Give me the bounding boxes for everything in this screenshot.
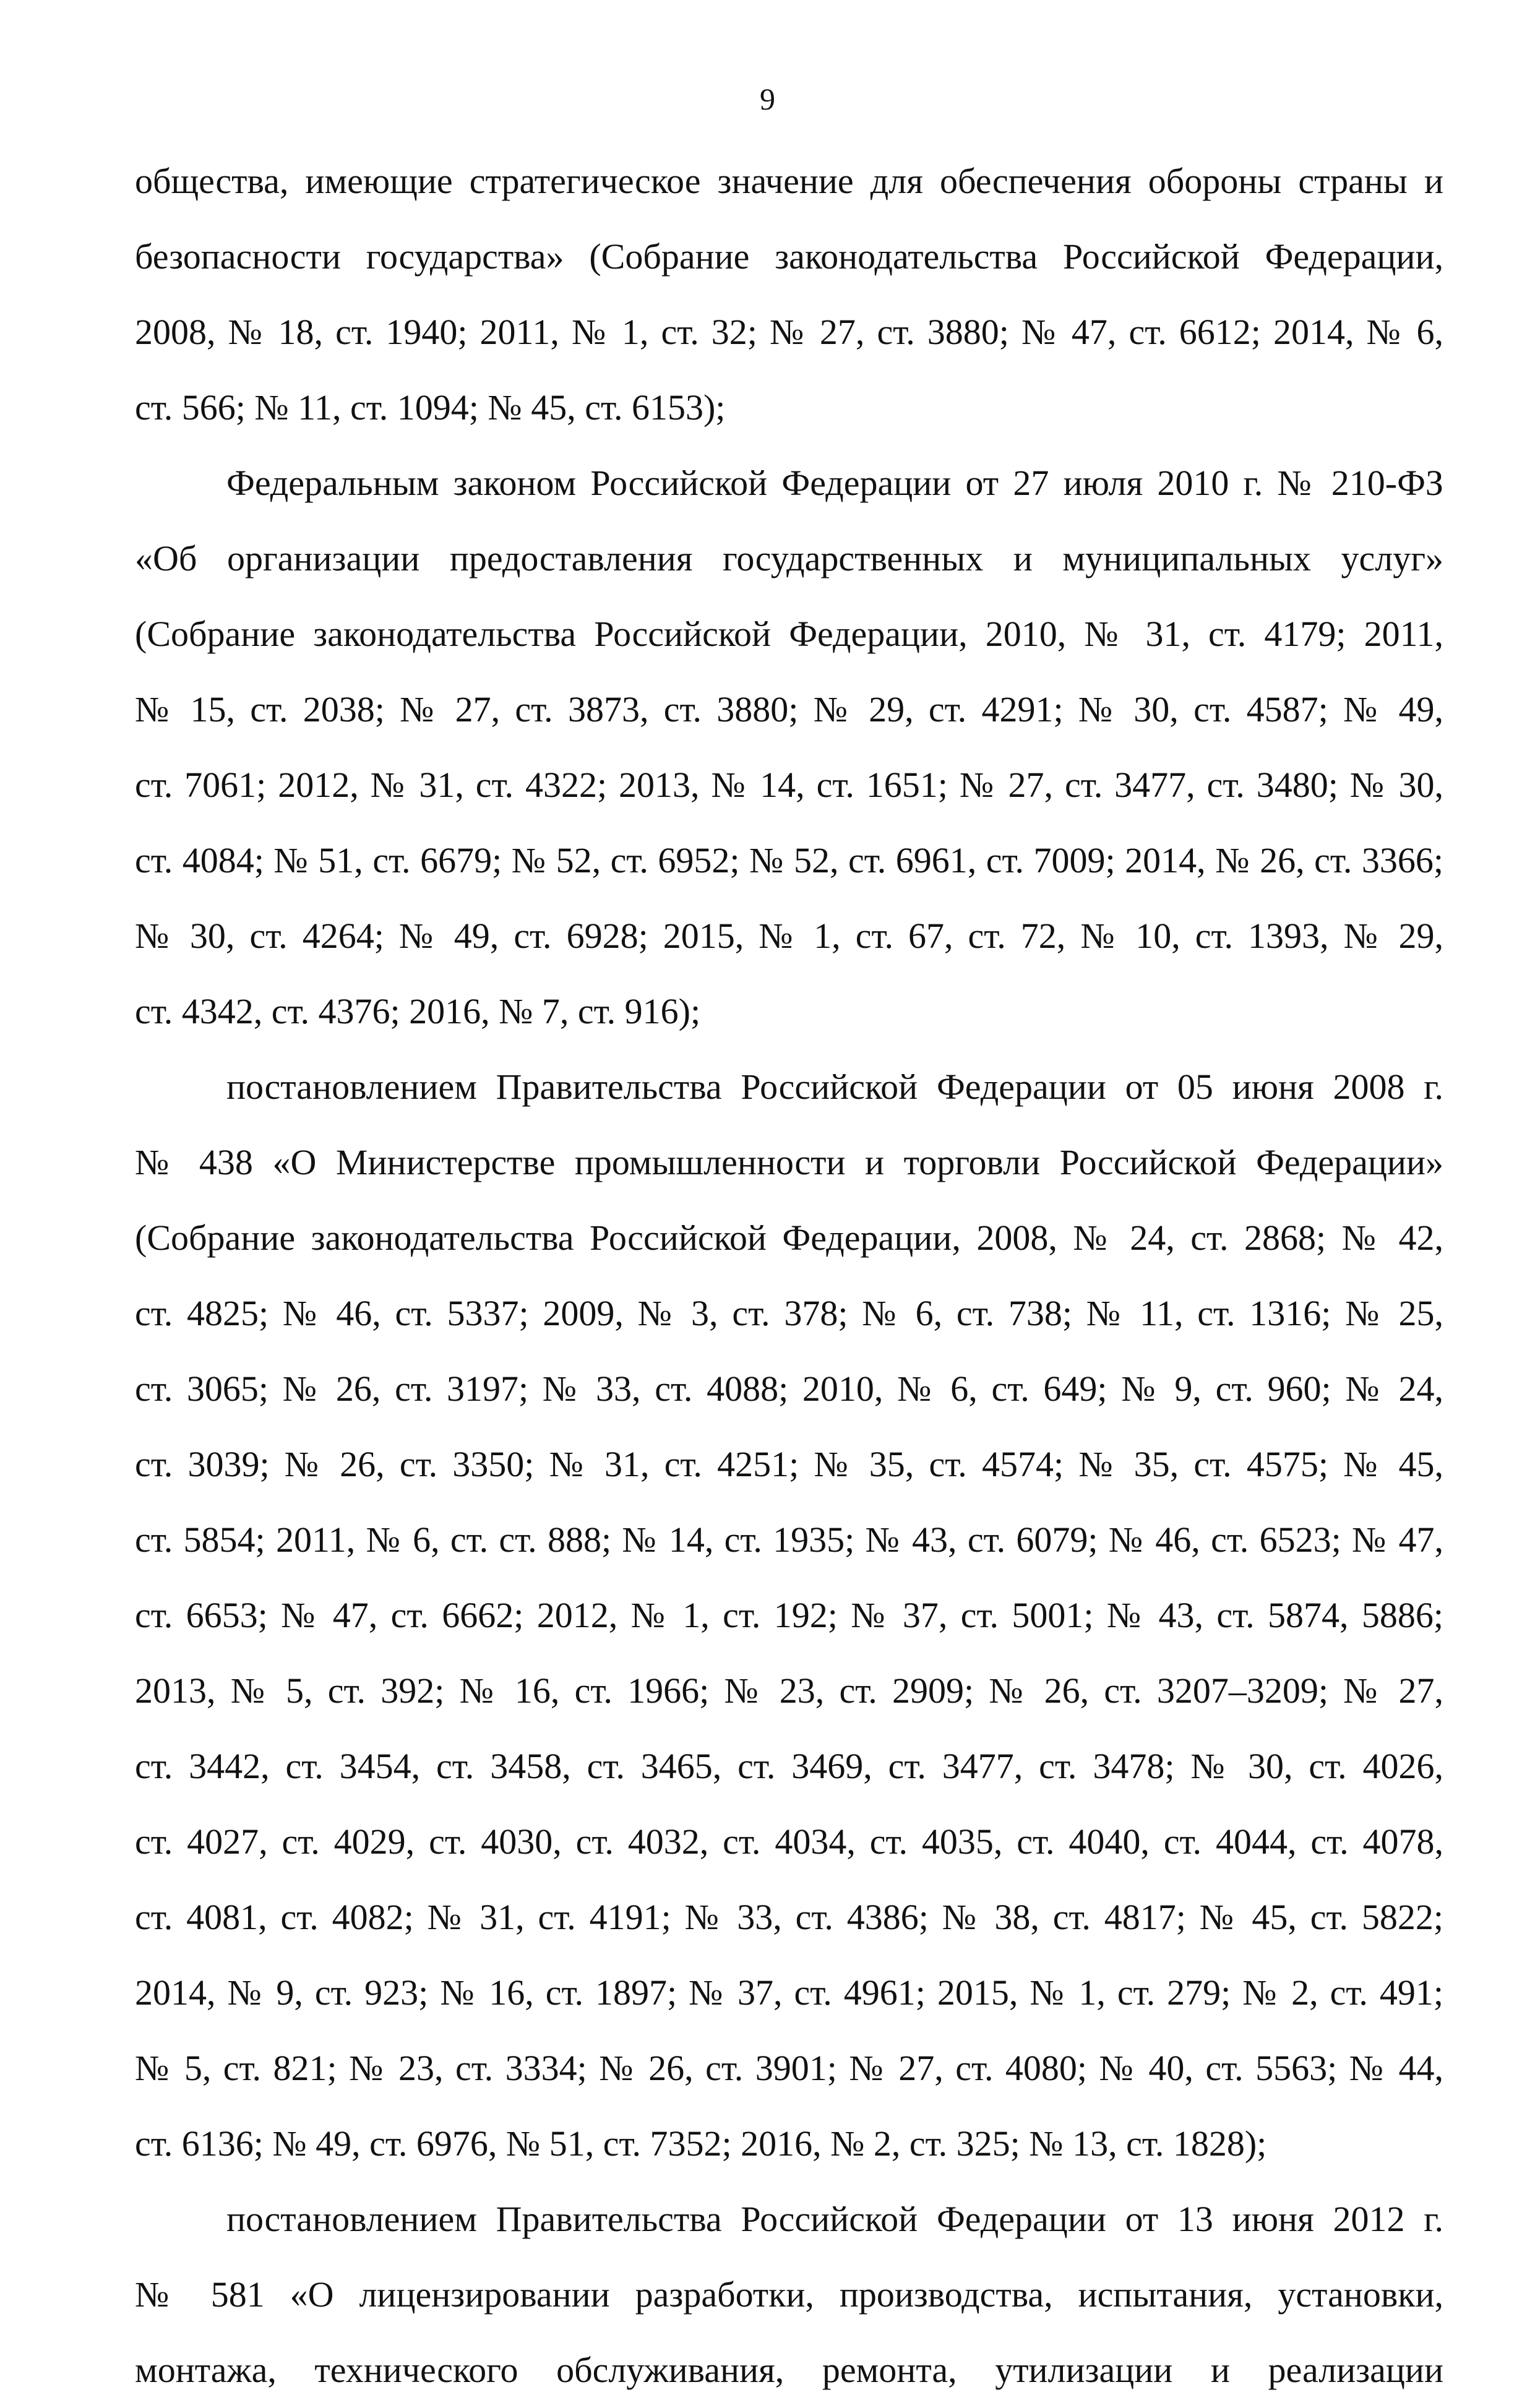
- paragraph: [135, 445, 1443, 1049]
- text-line: № 15, ст. 2038; № 27, ст. 3873, ст. 3880; № 29, ст. 4291; № 30, ст. 4587; № 49,: [135, 689, 1443, 729]
- text-line: постановлением Правительства Российской Федерации от 13 июня 2012 г.: [226, 2199, 1443, 2239]
- text-line: (Собрание законодательства Российской Федерации, 2010, № 31, ст. 4179; 2011,: [135, 614, 1443, 654]
- text-line: ст. 3442, ст. 3454, ст. 3458, ст. 3465, ст. 3469, ст. 3477, ст. 3478; № 30, ст. 4026,: [135, 1746, 1443, 1786]
- text-line: «Об организации предоставления государственных и муниципальных услуг»: [135, 538, 1443, 578]
- text-line: ст. 4081, ст. 4082; № 31, ст. 4191; № 33, ст. 4386; № 38, ст. 4817; № 45, ст. 5822;: [135, 1897, 1443, 1937]
- text-line: постановлением Правительства Российской Федерации от 05 июня 2008 г.: [226, 1067, 1443, 1107]
- text-line: № 5, ст. 821; № 23, ст. 3334; № 26, ст. 3901; № 27, ст. 4080; № 40, ст. 5563; № 44,: [135, 2048, 1443, 2088]
- text-line: № 438 «О Министерстве промышленности и торговли Российской Федерации»: [135, 1142, 1443, 1182]
- page-number: 9: [760, 82, 775, 116]
- paragraph: [135, 1049, 1443, 2182]
- paragraph: [135, 144, 1443, 445]
- text-line: ст. 6653; № 47, ст. 6662; 2012, № 1, ст. 192; № 37, ст. 5001; № 43, ст. 5874, 5886;: [135, 1595, 1443, 1635]
- text-line: ст. 566; № 11, ст. 1094; № 45, ст. 6153);: [135, 387, 726, 428]
- text-line: № 581 «О лицензировании разработки, производства, испытания, установки,: [135, 2274, 1443, 2315]
- text-line: Федеральным законом Российской Федерации от 27 июля 2010 г. № 210-ФЗ: [226, 463, 1443, 503]
- text-line: ст. 6136; № 49, ст. 6976, № 51, ст. 7352; 2016, № 2, ст. 325; № 13, ст. 1828);: [135, 2123, 1267, 2164]
- text-line: общества, имеющие стратегическое значение для обеспечения обороны страны и: [135, 161, 1443, 201]
- text-line: 2014, № 9, ст. 923; № 16, ст. 1897; № 37, ст. 4961; 2015, № 1, ст. 279; № 2, ст. 491;: [135, 1972, 1443, 2013]
- text-line: 2013, № 5, ст. 392; № 16, ст. 1966; № 23, ст. 2909; № 26, ст. 3207–3209; № 27,: [135, 1671, 1443, 1711]
- text-line: безопасности государства» (Собрание законодательства Российской Федерации,: [135, 236, 1443, 277]
- text-line: ст. 4084; № 51, ст. 6679; № 52, ст. 6952; № 52, ст. 6961, ст. 7009; 2014, № 26, ст. 3366;: [135, 840, 1443, 880]
- text-line: ст. 7061; 2012, № 31, ст. 4322; 2013, № 14, ст. 1651; № 27, ст. 3477, ст. 3480; № 30,: [135, 765, 1443, 805]
- text-line: (Собрание законодательства Российской Федерации, 2008, № 24, ст. 2868; № 42,: [135, 1218, 1443, 1258]
- text-line: ст. 3065; № 26, ст. 3197; № 33, ст. 4088; 2010, № 6, ст. 649; № 9, ст. 960; № 24,: [135, 1369, 1443, 1409]
- text-line: ст. 4342, ст. 4376; 2016, № 7, ст. 916);: [135, 991, 701, 1031]
- text-line: монтажа, технического обслуживания, ремонта, утилизации и реализации: [135, 2350, 1443, 2390]
- text-line: ст. 3039; № 26, ст. 3350; № 31, ст. 4251; № 35, ст. 4574; № 35, ст. 4575; № 45,: [135, 1444, 1443, 1484]
- text-line: ст. 5854; 2011, № 6, ст. ст. 888; № 14, ст. 1935; № 43, ст. 6079; № 46, ст. 6523; № 47,: [135, 1520, 1443, 1560]
- text-line: ст. 4825; № 46, ст. 5337; 2009, № 3, ст. 378; № 6, ст. 738; № 11, ст. 1316; № 25,: [135, 1293, 1443, 1333]
- text-line: 2008, № 18, ст. 1940; 2011, № 1, ст. 32; № 27, ст. 3880; № 47, ст. 6612; 2014, № 6,: [135, 312, 1443, 352]
- paragraph: [135, 2182, 1443, 2408]
- text-line: ст. 4027, ст. 4029, ст. 4030, ст. 4032, ст. 4034, ст. 4035, ст. 4040, ст. 4044, ст. 4078,: [135, 1821, 1443, 1862]
- text-line: № 30, ст. 4264; № 49, ст. 6928; 2015, № 1, ст. 67, ст. 72, № 10, ст. 1393, № 29,: [135, 916, 1443, 956]
- document-body: [135, 144, 1443, 2408]
